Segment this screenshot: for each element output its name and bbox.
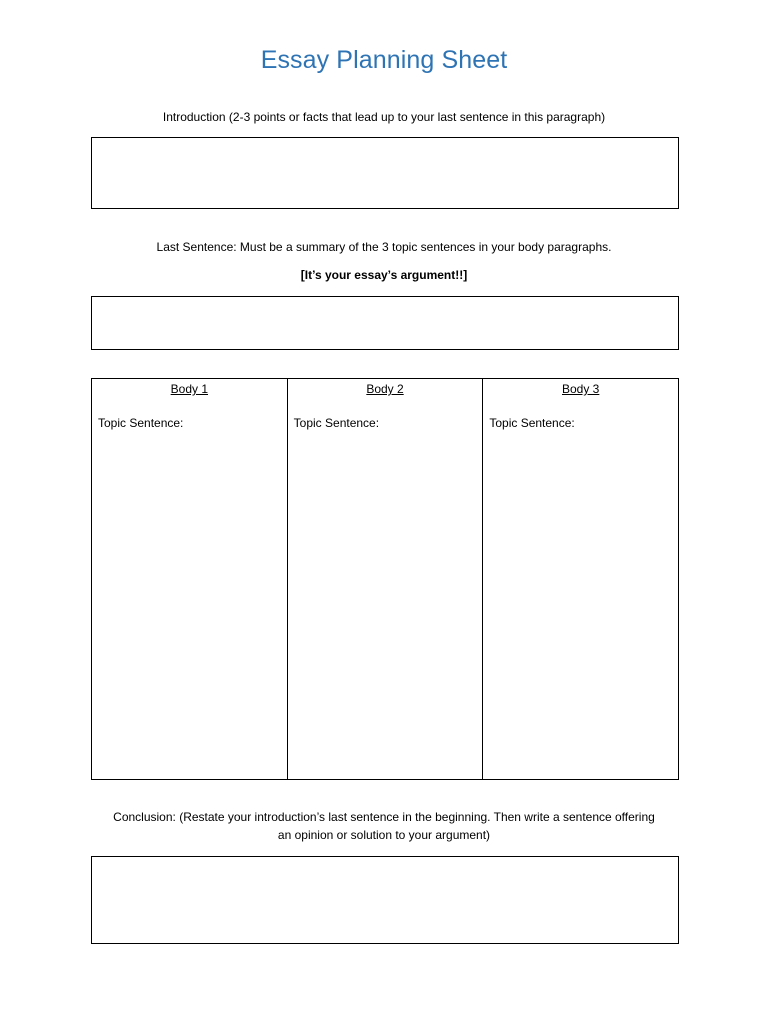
body-1-topic-label: Topic Sentence:: [98, 416, 184, 430]
body-column-3[interactable]: [483, 379, 678, 779]
page-title: Essay Planning Sheet: [260, 46, 508, 74]
body-paragraphs-table: [91, 378, 679, 780]
introduction-instruction: Introduction (2-3 points or facts that lead up to your last sentence in this paragraph): [162, 110, 606, 124]
last-sentence-instruction: Last Sentence: Must be a summary of the 3 topic sentences in your body paragraphs.: [156, 240, 612, 254]
introduction-answer-box[interactable]: [91, 137, 679, 209]
conclusion-answer-box[interactable]: [91, 856, 679, 944]
conclusion-instruction-line-2: an opinion or solution to your argument): [277, 828, 491, 842]
body-column-2[interactable]: [288, 379, 484, 779]
body-2-heading: Body 2: [366, 382, 404, 396]
last-sentence-answer-box[interactable]: [91, 296, 679, 350]
body-3-heading: Body 3: [562, 382, 600, 396]
body-2-topic-label: Topic Sentence:: [293, 416, 380, 430]
body-3-topic-label: Topic Sentence:: [489, 416, 575, 430]
conclusion-instruction-line-1: Conclusion: (Restate your introduction’s last sentence in the beginning. Then write a sentence offering: [113, 810, 655, 824]
body-1-heading: Body 1: [170, 382, 209, 396]
last-sentence-note: [It’s your essay’s argument!!]: [300, 268, 468, 282]
body-column-1[interactable]: [92, 379, 288, 779]
